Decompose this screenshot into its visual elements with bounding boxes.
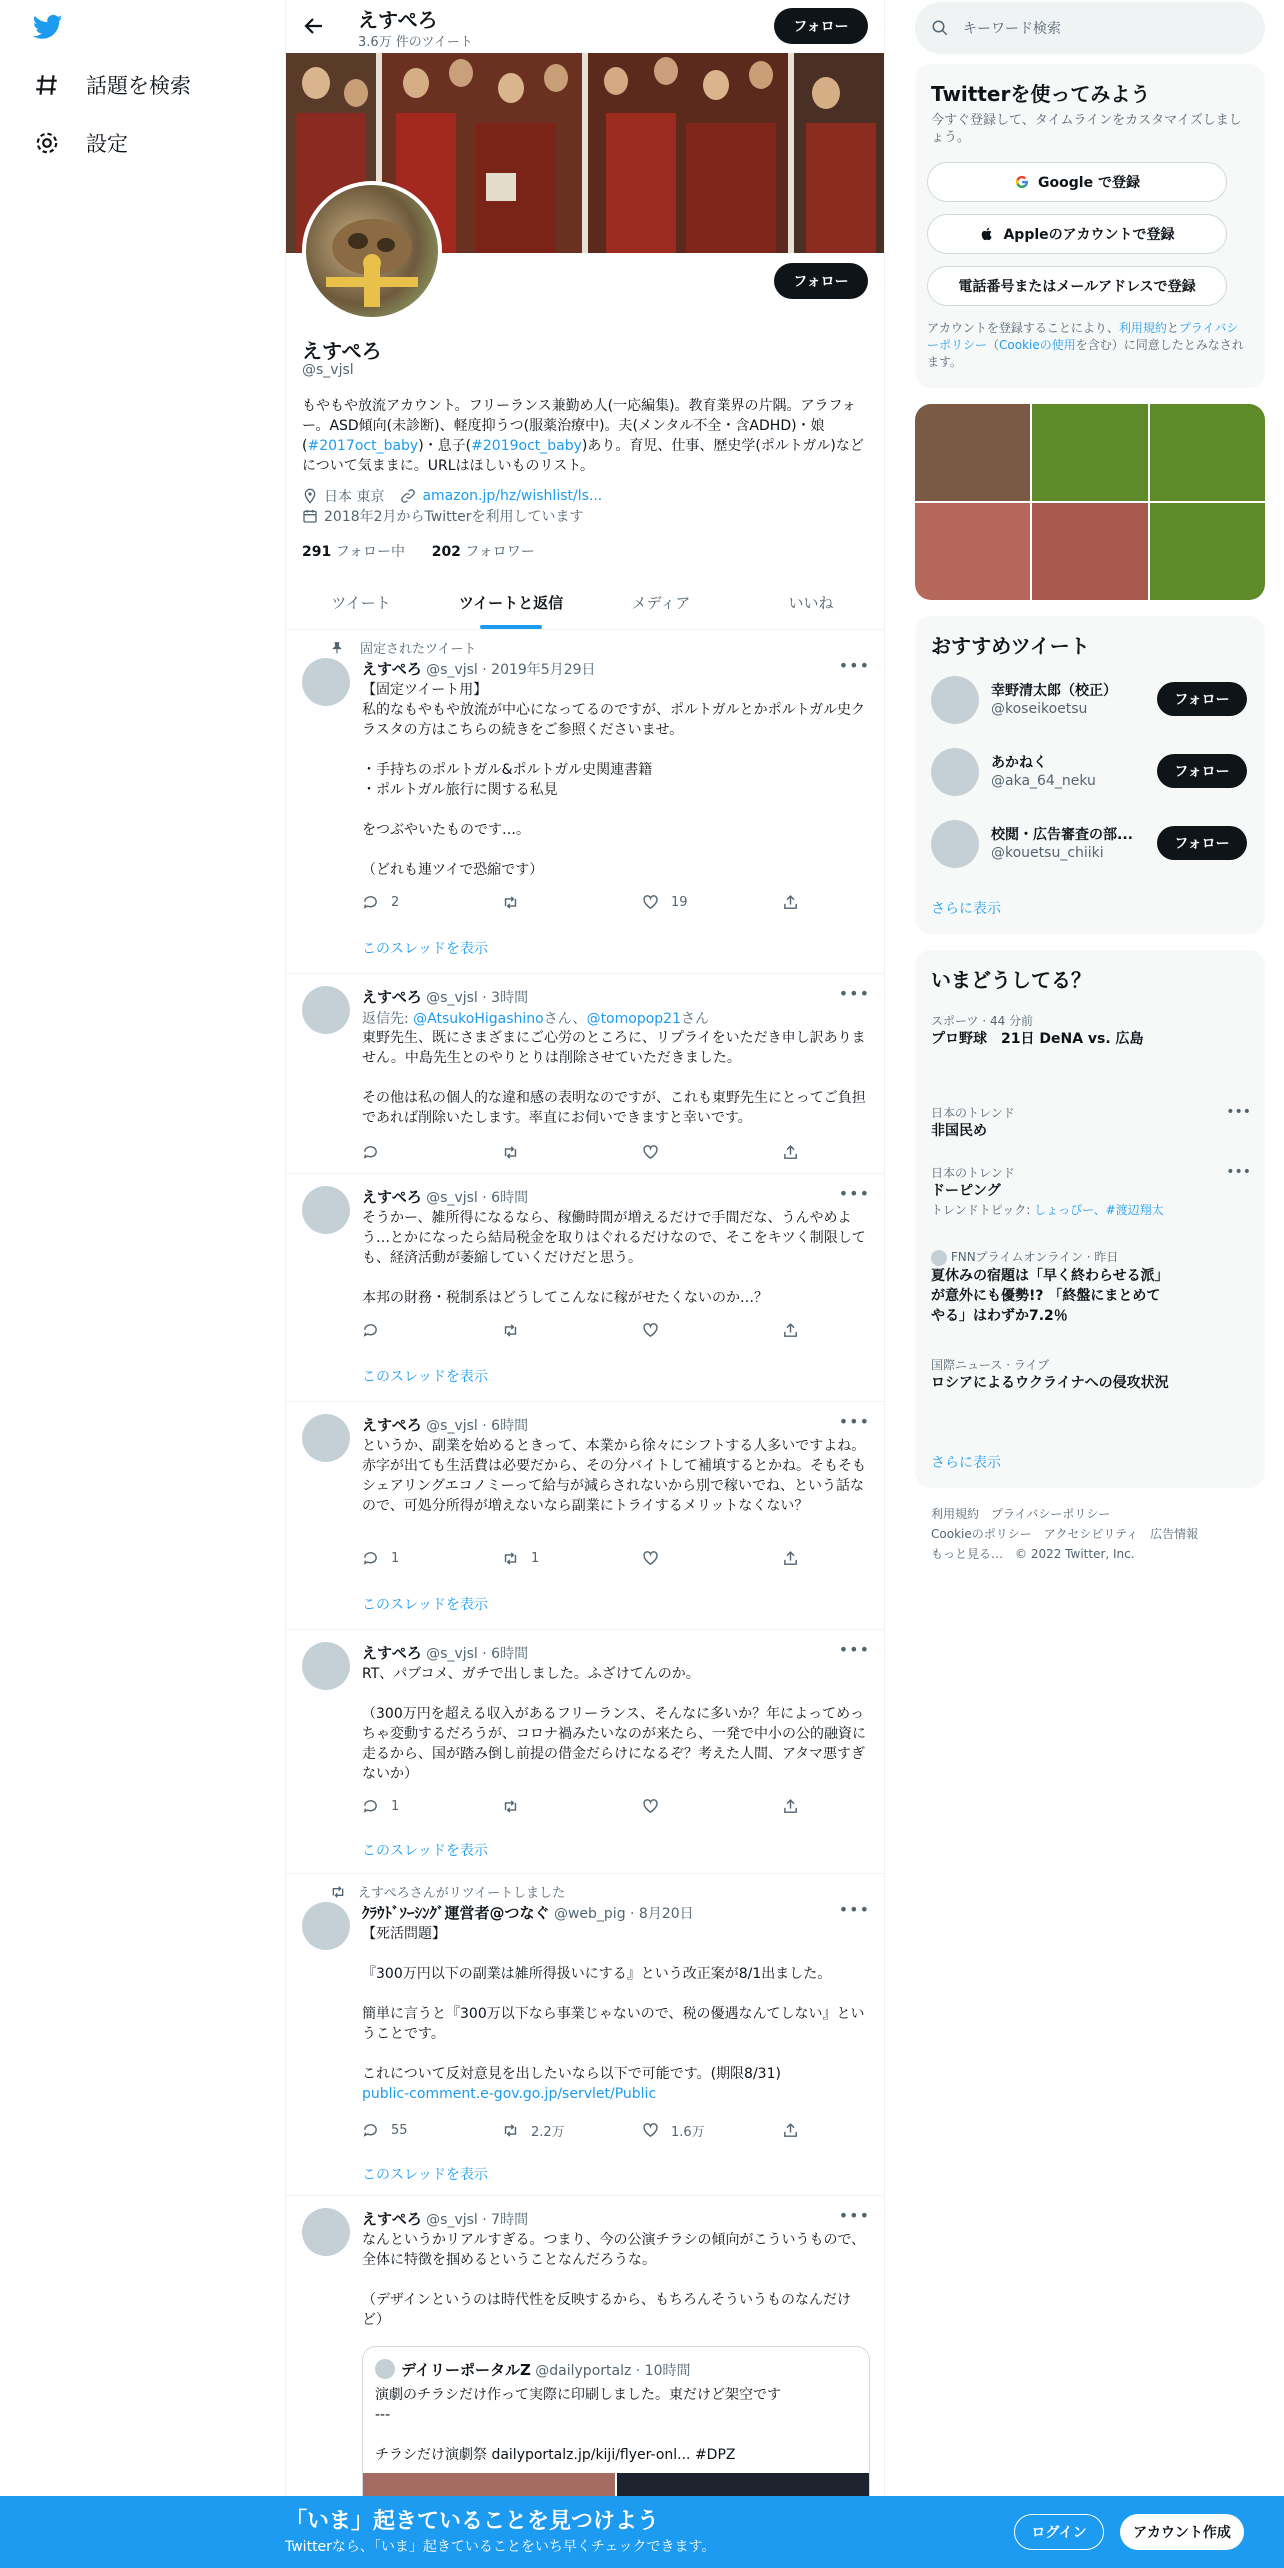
like-count: 1.6万	[671, 2124, 705, 2140]
profile-avatar[interactable]	[302, 181, 442, 321]
show-thread-link[interactable]: このスレッドを表示	[362, 1597, 488, 1613]
tweet-author-name[interactable]: えすぺろ	[362, 1644, 422, 1662]
google-signup-label: Google で登録	[1038, 175, 1140, 191]
more-options-icon[interactable]: •••	[838, 984, 870, 1003]
search-placeholder: キーワード検索	[963, 21, 1061, 37]
reply-icon	[362, 1144, 379, 1161]
retweet-count: 1	[531, 1550, 540, 1566]
more-options-icon[interactable]: •••	[838, 656, 870, 675]
profile-name: えすぺろ	[302, 339, 382, 363]
location-pin-icon	[302, 488, 318, 504]
main-column	[285, 0, 885, 2568]
recommend-user[interactable]	[931, 676, 1251, 726]
right-sidebar	[915, 0, 1265, 2568]
heart-icon	[642, 1798, 659, 1815]
terms-text: （	[987, 338, 1000, 352]
heart-icon	[642, 894, 659, 911]
recommend-user[interactable]	[931, 748, 1251, 798]
bio-hashtag-link[interactable]: #2017oct_baby	[307, 438, 419, 454]
trend-title: ドーピング	[931, 1183, 1001, 1199]
reply-button[interactable]	[362, 1320, 462, 1340]
tweet-meta[interactable]: @web_pig · 8月20日	[553, 1906, 694, 1922]
avatar[interactable]	[302, 1186, 350, 1234]
retweet-context	[330, 1882, 565, 1901]
trend-more-icon[interactable]: •••	[1226, 1104, 1251, 1120]
share-icon	[782, 1550, 799, 1567]
retweet-icon	[502, 1798, 519, 1815]
bottom-bar-title: 「いま」起きていることを見つけよう	[285, 2509, 660, 2534]
following-count: 291	[302, 544, 332, 560]
reply-button[interactable]	[362, 2120, 462, 2140]
footer-links[interactable]: もっと見る… © 2022 Twitter, Inc.	[931, 1547, 1135, 1561]
tweet-text: というか、副業を始めるときって、本業から徐々にシフトする人多いですよね。赤字が出ても生活費は必要だから、その分バイトして補填するとかね。そもそもシェアリングエコノミーって給与が減らされないから別で稼いでね、という話なので、可処分所得が増えないなら副業にトライするメリットなくない？	[362, 1438, 866, 1514]
tab-likes[interactable]: いいね	[788, 594, 834, 612]
apple-icon	[979, 226, 995, 242]
signup-terms	[927, 320, 1247, 371]
news-source	[931, 1248, 1251, 1266]
retweet-button[interactable]	[502, 892, 602, 912]
share-button[interactable]	[782, 1320, 802, 1340]
tweet-author-name[interactable]: えすぺろ	[362, 660, 422, 678]
search-icon	[931, 19, 949, 37]
sidebar-footer	[931, 1504, 1251, 1564]
tab-media[interactable]: メディア	[631, 594, 691, 612]
reply-icon	[362, 1322, 379, 1339]
avatar	[931, 748, 979, 796]
apple-signup-label: Appleのアカウントで登録	[1003, 227, 1175, 243]
avatar[interactable]	[302, 1414, 350, 1462]
calendar-icon	[302, 508, 318, 524]
pinned-context	[330, 638, 476, 657]
tweet-article[interactable]	[286, 630, 885, 974]
bottom-signup-bar	[0, 2496, 1284, 2568]
login-button[interactable]: ログイン	[1014, 2514, 1104, 2550]
tweet-actions	[362, 2120, 802, 2140]
google-signup-button[interactable]	[927, 162, 1227, 202]
retweet-count: 2.2万	[531, 2124, 565, 2140]
news-source-label: FNNプライムオンライン · 昨日	[950, 1250, 1119, 1264]
news-source-avatar	[931, 1250, 947, 1266]
more-options-icon[interactable]: •••	[838, 2206, 870, 2225]
show-thread-link[interactable]: このスレッドを表示	[362, 941, 488, 957]
trend-item[interactable]	[931, 1012, 1251, 1049]
signup-card	[915, 64, 1265, 388]
avatar-cat-image	[306, 185, 438, 317]
bottom-bar-subtitle: Twitterなら、「いま」起きていることをいち早くチェックできます。	[285, 2539, 716, 2555]
heart-icon	[642, 1322, 659, 1339]
tweet-author-name[interactable]: えすぺろ	[362, 2210, 422, 2228]
tweet-text: RT、パブコメ、ガチで出しました。ふざけてんのか。 （300万円を超える収入があるフリーランス、そんなに多いか？年によってめっちゃ変動するだろうが、コロナ禍みたいなのが来たら、一発で中小の公的融資に走るから、国が踏み倒し前提の借金だらけになるぞ？考えた人間、アタマ悪すぎないか）	[362, 1666, 866, 1782]
profile-location-row	[302, 486, 602, 506]
reply-count: 55	[391, 2122, 408, 2138]
share-icon	[782, 1798, 799, 1815]
tweet-header	[362, 1642, 528, 1663]
reply-mid: さん、	[543, 1011, 587, 1027]
more-options-icon[interactable]: •••	[838, 1900, 870, 1919]
media-thumbnail[interactable]	[1150, 404, 1265, 501]
trend-category: 日本のトレンド	[931, 1166, 1015, 1180]
quote-text: 演劇のチラシだけ作って実際に印刷しました。東だけど架空です --- チラシだけ演劇祭 dailyportalz.jp/kiji/flyer-onl... #DPZ	[375, 2387, 781, 2463]
quote-author-name: デイリーポータルZ	[401, 2361, 531, 2379]
nav-explore-label: 話題を検索	[86, 74, 191, 98]
news-title: 夏休みの宿題は「早く終わらせる派」が意外にも優勢!? 「終盤にまとめてやる」はわずか7.2％	[931, 1267, 1169, 1324]
recommend-show-more[interactable]: さらに表示	[931, 901, 1001, 917]
share-icon	[782, 2122, 799, 2139]
search-box[interactable]	[915, 2, 1265, 54]
news-title: ロシアによるウクライナへの侵攻状況	[931, 1375, 1169, 1391]
tweet-actions	[362, 1548, 802, 1568]
nav-settings[interactable]	[34, 128, 128, 158]
following-link[interactable]	[302, 544, 405, 560]
like-button[interactable]	[642, 1142, 742, 1162]
recommend-user-name: あかねく	[991, 755, 1047, 771]
reply-count: 2	[391, 894, 400, 910]
tweet-text: そうかー、雑所得になるなら、稼働時間が増えるだけで手間だな、うんやめよう…とかになったら結局税金を取りはぐれるだけなので、そこをキツく制限しても、経済活動が萎縮していくだけだと思う。 本邦の財務・税制系はどうしてこんなに稼がせたくないのか…？	[362, 1210, 866, 1306]
link-icon	[400, 488, 416, 504]
hashtag-icon	[34, 72, 60, 98]
show-thread-link[interactable]: このスレッドを表示	[362, 1369, 488, 1385]
profile-url-link[interactable]: amazon.jp/hz/wishlist/ls...	[422, 488, 603, 504]
recommend-user-handle: @aka_64_neku	[991, 773, 1096, 789]
reply-to-line	[362, 1008, 709, 1028]
profile-header-bar	[286, 0, 885, 53]
context-label: えすぺろさんがリツイートしました	[358, 1886, 566, 1901]
reply-suffix: さん	[680, 1011, 709, 1027]
heart-icon	[642, 2122, 659, 2139]
tweet-actions	[362, 1142, 802, 1162]
like-button[interactable]	[642, 1320, 742, 1340]
trend-title: 非国民め	[931, 1123, 987, 1139]
trends-title: いまどうしてる？	[931, 968, 1091, 992]
tweet-link[interactable]: public-comment.e-gov.go.jp/servlet/Public	[362, 2086, 657, 2102]
header-tweet-count: 3.6万 件のツイート	[358, 35, 473, 50]
recommend-user-name: 幸野清太郎（校正）	[991, 683, 1117, 699]
show-thread-link[interactable]: このスレッドを表示	[362, 2167, 488, 2183]
recommend-user-handle: @koseikoetsu	[991, 701, 1088, 717]
retweet-button[interactable]	[502, 2120, 602, 2140]
retweet-button[interactable]	[502, 1796, 602, 1816]
recommend-follow-button[interactable]: フォロー	[1157, 826, 1247, 860]
pin-icon	[330, 641, 344, 655]
avatar[interactable]	[302, 1902, 350, 1950]
followers-link[interactable]	[432, 544, 535, 560]
signup-title: Twitterを使ってみよう	[931, 82, 1151, 106]
trends-card	[915, 950, 1265, 1488]
retweet-icon	[502, 1322, 519, 1339]
avatar[interactable]	[302, 2208, 350, 2256]
profile-follow-button[interactable]: フォロー	[774, 263, 868, 299]
reply-button[interactable]	[362, 892, 462, 912]
tweet-meta[interactable]: @s_vjsl · 6時間	[426, 1646, 529, 1662]
left-nav	[0, 0, 285, 2568]
avatar	[931, 676, 979, 724]
google-icon	[1014, 174, 1030, 190]
followers-label: フォロワー	[465, 544, 535, 560]
tweet-header	[362, 2208, 528, 2229]
terms-text: を含む）に同意したとみなされます。	[927, 338, 1244, 369]
news-item[interactable]	[931, 1248, 1251, 1326]
reply-button[interactable]	[362, 1548, 462, 1568]
tweet-article[interactable]	[286, 974, 885, 1174]
retweet-button[interactable]	[502, 1548, 602, 1568]
media-thumbnail[interactable]	[1032, 503, 1147, 600]
reply-prefix: 返信先:	[362, 1011, 414, 1027]
back-arrow-icon[interactable]	[302, 14, 326, 38]
nav-explore[interactable]	[34, 70, 191, 100]
twitter-logo-icon[interactable]	[30, 12, 66, 42]
recommend-follow-button[interactable]: フォロー	[1157, 754, 1247, 788]
retweet-icon	[502, 1550, 519, 1567]
share-icon	[782, 1144, 799, 1161]
trends-show-more[interactable]: さらに表示	[931, 1455, 1001, 1471]
like-button[interactable]	[642, 1796, 742, 1816]
recommend-user-name: 校閲・広告審査の部...	[991, 827, 1133, 843]
reply-icon	[362, 894, 379, 911]
bio-text: もやもや放流アカウント。フリーランス兼勤め人(一応編集)。教育業界の片隅。アラフォー。ASD傾向(未診断)、軽度抑うつ(服薬治療中)。夫(メンタル不全・含ADHD)・娘(	[302, 398, 856, 454]
news-item[interactable]	[931, 1356, 1251, 1393]
media-thumbnail[interactable]	[915, 404, 1030, 501]
tweet-header	[362, 658, 596, 679]
tweet-article[interactable]	[286, 1174, 885, 1402]
more-options-icon[interactable]: •••	[838, 1640, 870, 1659]
tweet-text: なんというかリアルすぎる。つまり、今の公演チラシの傾向がこういうもので、全体に特徴を掴めるということなんだろうな。 （デザインというのは時代性を反映するから、もちろんそういうものなんだけど）	[362, 2232, 866, 2328]
like-count: 19	[671, 894, 688, 910]
retweet-icon	[330, 1884, 346, 1900]
avatar[interactable]	[302, 986, 350, 1034]
apple-signup-button[interactable]	[927, 214, 1227, 254]
tweet-header	[362, 986, 528, 1007]
context-label: 固定されたツイート	[360, 642, 477, 657]
signup-subtitle: 今すぐ登録して、タイムラインをカスタマイズしましょう。	[931, 113, 1242, 145]
terms-link[interactable]: 利用規約	[1118, 321, 1167, 335]
tweet-header	[362, 1186, 528, 1207]
tweet-article[interactable]	[286, 1630, 885, 1874]
tweet-meta[interactable]: @s_vjsl · 2019年5月29日	[426, 662, 596, 678]
media-thumbnail[interactable]	[1150, 503, 1265, 600]
trend-category: 日本のトレンド	[931, 1106, 1015, 1120]
phone-email-signup-button[interactable]: 電話番号またはメールアドレスで登録	[927, 266, 1227, 306]
retweet-button[interactable]	[502, 1320, 602, 1340]
recommend-user-handle: @kouetsu_chiiki	[991, 845, 1104, 861]
share-button[interactable]	[782, 2120, 802, 2140]
tweet-author-name[interactable]: えすぺろ	[362, 1416, 422, 1434]
profile-tabs	[286, 576, 885, 630]
avatar[interactable]	[302, 658, 350, 706]
share-button[interactable]	[782, 892, 802, 912]
tweet-text: 【死活問題】 『300万円以下の副業は雑所得扱いにする』という改正案が8/1出ました。 簡単に言うと『300万以下なら事業じゃないので、税の優遇なんてしない』ということです。 これについて反対意見を出したいなら以下で可能です。(期限8/31)	[362, 1926, 865, 2082]
reply-icon	[362, 1550, 379, 1567]
cookie-link[interactable]: Cookieの使用	[999, 338, 1076, 352]
tweet-header	[362, 1414, 528, 1435]
like-button[interactable]	[642, 892, 742, 912]
tweet-meta[interactable]: @s_vjsl · 6時間	[426, 1190, 529, 1206]
trend-item[interactable]	[931, 1164, 1251, 1218]
nav-settings-label: 設定	[86, 132, 128, 156]
reply-icon	[362, 1798, 379, 1815]
media-thumbnail[interactable]	[1032, 404, 1147, 501]
bio-text: )あり。育児、仕事、歴史学(ポルトガル)などについて気ままに。URLはほしいものリスト。	[302, 438, 864, 474]
footer-links[interactable]: 利用規約 プライバシーポリシー	[931, 1507, 1111, 1521]
media-grid	[915, 404, 1265, 600]
footer-links[interactable]: Cookieのポリシー アクセシビリティ 広告情報	[931, 1527, 1199, 1541]
recommend-card	[915, 616, 1265, 934]
tweet-actions	[362, 1320, 802, 1340]
retweet-button[interactable]	[502, 1142, 602, 1162]
tweet-actions	[362, 1796, 802, 1816]
heart-icon	[642, 1144, 659, 1161]
avatar	[931, 820, 979, 868]
header-follow-button[interactable]: フォロー	[774, 8, 868, 44]
quote-avatar	[375, 2359, 395, 2379]
media-thumbnail[interactable]	[915, 503, 1030, 600]
trend-title: プロ野球 21日 DeNA vs. 広島	[931, 1031, 1144, 1047]
tweet-author-name[interactable]: えすぺろ	[362, 988, 422, 1006]
share-button[interactable]	[782, 1548, 802, 1568]
news-category: 国際ニュース · ライブ	[931, 1358, 1050, 1372]
tweet-author-name[interactable]: ｸﾗｳﾄﾞｿｰｼﾝｸﾞ運営者@つなぐ	[362, 1904, 550, 1922]
recommend-follow-button[interactable]: フォロー	[1157, 682, 1247, 716]
share-button[interactable]	[782, 1142, 802, 1162]
tweet-header	[362, 1902, 694, 1923]
privacy-link[interactable]: プライバシーポリシー	[927, 321, 1239, 352]
tweet-meta[interactable]: @s_vjsl · 6時間	[426, 1418, 529, 1434]
heart-icon	[642, 1550, 659, 1567]
signup-button[interactable]: アカウント作成	[1120, 2514, 1244, 2550]
quote-header	[401, 2359, 691, 2380]
tweet-article[interactable]	[286, 1402, 885, 1630]
reply-count: 1	[391, 1550, 400, 1566]
share-icon	[782, 894, 799, 911]
share-icon	[782, 1322, 799, 1339]
profile-joined: 2018年2月からTwitterを利用しています	[324, 509, 584, 525]
profile-bio	[302, 396, 870, 476]
gear-icon	[34, 130, 60, 156]
terms-text: と	[1166, 321, 1179, 335]
more-options-icon[interactable]: •••	[838, 1184, 870, 1203]
profile-joined-row	[302, 506, 583, 526]
terms-text: アカウントを登録することにより、	[927, 321, 1119, 335]
profile-location: 日本 東京	[324, 489, 385, 505]
reply-button[interactable]	[362, 1796, 462, 1816]
tweet-meta[interactable]: @s_vjsl · 7時間	[426, 2212, 529, 2228]
header-name: えすぺろ	[358, 8, 438, 32]
reply-user-link[interactable]: @tomopop21	[586, 1011, 681, 1027]
followers-count: 202	[431, 544, 461, 560]
recommend-user[interactable]	[931, 820, 1251, 870]
avatar[interactable]	[302, 1642, 350, 1690]
show-thread-link[interactable]: このスレッドを表示	[362, 1843, 488, 1859]
tweet-author-name[interactable]: えすぺろ	[362, 1188, 422, 1206]
trend-more-icon[interactable]: •••	[1226, 1164, 1251, 1180]
quote-meta: @dailyportalz · 10時間	[535, 2363, 691, 2379]
like-button[interactable]	[642, 1548, 742, 1568]
trend-category: スポーツ · 44 分前	[931, 1014, 1034, 1028]
bio-hashtag-link[interactable]: #2019oct_baby	[471, 438, 582, 454]
trend-topic-label: トレンドトピック:	[931, 1203, 1035, 1217]
more-options-icon[interactable]: •••	[838, 1412, 870, 1431]
trend-item[interactable]	[931, 1104, 1251, 1141]
reply-user-link[interactable]: @AtsukoHigashino	[413, 1011, 544, 1027]
reply-icon	[362, 2122, 379, 2139]
share-button[interactable]	[782, 1796, 802, 1816]
retweet-icon	[502, 894, 519, 911]
trend-topic-line	[931, 1201, 1251, 1218]
like-button[interactable]	[642, 2120, 742, 2140]
following-label: フォロー中	[335, 544, 405, 560]
retweet-icon	[502, 1144, 519, 1161]
trend-topic-links[interactable]: しょっぴー、#渡辺翔太	[1034, 1203, 1164, 1217]
profile-handle: @s_vjsl	[302, 362, 354, 378]
bio-text: )・息子(	[418, 438, 472, 454]
tweet-article[interactable]	[286, 1874, 885, 2196]
reply-button[interactable]	[362, 1142, 462, 1162]
tab-tweets-and-replies[interactable]: ツイートと返信	[436, 576, 586, 629]
follow-counts	[302, 541, 535, 561]
tweet-text: 東野先生、既にさまざまにご心労のところに、リプライをいただき申し訳ありません。中島先生とのやりとりは削除させていただきました。 その他は私の個人的な違和感の表明なのですが、これも東野先生にとってご負担であれば削除いたします。率直にお伺いできますと幸いです。	[362, 1030, 866, 1126]
tweet-text: 【固定ツイート用】 私的なもやもや放流が中心になってるのですが、ポルトガルとかポルトガル史クラスタの方はこちらの続きをご参照くださいませ。 ・手持ちのポルトガル&ポルトガル史関連書籍 ・ポルトガル旅行に関する私見 をつぶやいたものです…。 （どれも連ツイで恐縮です）	[362, 682, 866, 878]
retweet-icon	[502, 2122, 519, 2139]
tweet-meta[interactable]: @s_vjsl · 3時間	[426, 990, 529, 1006]
reply-count: 1	[391, 1798, 400, 1814]
tab-tweets[interactable]: ツイート	[331, 594, 391, 612]
recommend-title: おすすめツイート	[931, 634, 1090, 658]
tweet-actions	[362, 892, 802, 912]
